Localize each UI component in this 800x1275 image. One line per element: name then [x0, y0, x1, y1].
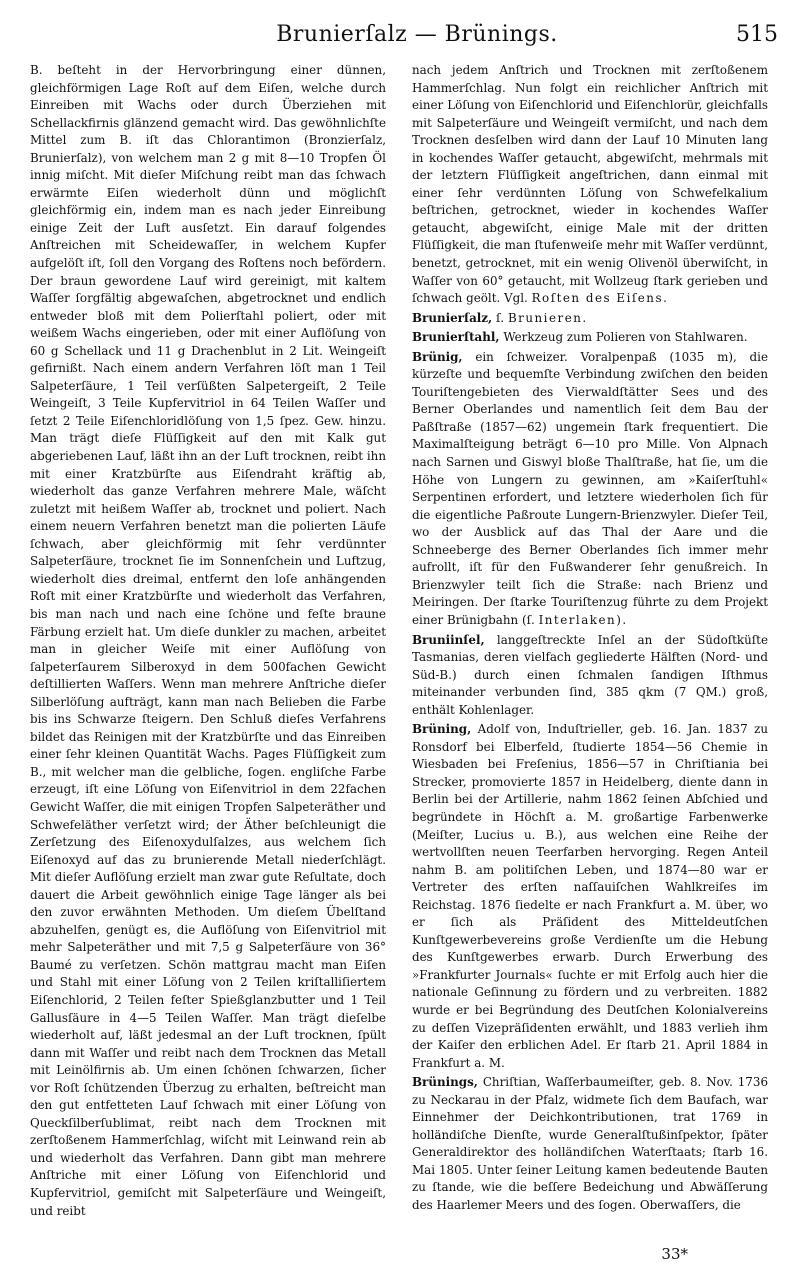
dictionary-entry: [412, 1074, 768, 1214]
entry-body: langgeſtreckte Inſel an der Südoſtküſte Tasmanias, deren vielfach gegliederte Hälften (Nord- und Süd-B.) durch einen ſchmalen ſandigen Iſthmus miteinander verbunden ſind, 385 qkm (7 QM.) groß, enthält Kohlenlager.: [412, 632, 768, 717]
page-header: [56, 22, 778, 52]
entry-headword: Brüning,: [412, 722, 472, 737]
continued-paragraph-text: nach jedem Anſtrich und Trocknen mit zerſtoßenem Hammerſchlag. Nun folgt ein reichlicher Anſtrich mit einer Löſung von Eiſenchlorid und Eiſenchlorür, gleichfalls mit Salpeterſäure und Weingeiſt vermiſcht, und nach dem Trocknen desſelben wird dann der Lauf 10 Minuten lang in kochendes Waſſer getaucht, abgewiſcht, mehrmals mit der letztern Flüſſigkeit angeſtrichen, dann einmal mit einer ſehr verdünnten Löſung von Schwefelkalium beſtrichen, getrocknet, wieder in kochendes Waſſer getaucht, abgewiſcht, einige Male mit der dritten Flüſſigkeit, die man ſtufenweiſe mehr mit Waſſer verdünnt, benetzt, getrocknet, mit ein wenig Olivenöl überwiſcht, in Waſſer von 60° getaucht, mit Wollzeug ſtark gerieben und ſchwach geölt. Vgl.: [412, 63, 768, 306]
dictionary-entry: [412, 310, 768, 328]
dictionary-entry: [412, 632, 768, 720]
cross-reference: Interlaken).: [538, 612, 628, 627]
cross-reference: Roſten des Eiſens.: [531, 291, 669, 306]
entry-headword: Brunierſtahl,: [412, 330, 500, 345]
dictionary-entry: [412, 329, 768, 347]
entry-body: Werkzeug zum Polieren von Stahlwaren.: [503, 330, 748, 345]
cross-reference: Brunieren.: [507, 310, 588, 325]
dictionary-entry: [412, 721, 768, 1072]
entry-body: Chriſtian, Waſſerbaumeiſter, geb. 8. Nov. 1736 zu Neckarau in der Pfalz, widmete ſich dem Baufach, war Einnehmer der Deichkontributionen, trat 1769 in holländiſche Dienſte, wurde Generalſtußinſpektor, ſpäter Generaldirektor des holländiſchen Waterſtaats; ſtarb 16. Mai 1805. Unter ſeiner Leitung kamen bedeutende Bauten zu ſtande, wie die beſſere Bedeichung und Abwäſſerung des Haarlemer Meers und des ſogen. Oberwaſſers, die: [412, 1075, 769, 1212]
dictionary-entry: [412, 349, 768, 630]
continued-paragraph: B. beſteht in der Hervorbringung einer dünnen, gleichförmigen Lage Roſt auf dem Eiſen, welche durch Einreiben mit Wachs oder durch Überziehen mit Schellackfirnis glänzend gemacht wird. Das gewöhnlichſte Mittel zum B. iſt das Chlorantimon (Bronzierſalz, Brunierſalz), von welchem man 2 g mit 8—10 Tropfen Öl innig miſcht. Mit dieſer Miſchung reibt man das ſchwach erwärmte Eiſen wiederholt dünn und möglichſt gleichförmig ein, indem man es nach jeder Einreibung einige Zeit der Luft ausſetzt. Ein darauf folgendes Anſtreichen mit Scheidewaſſer, in welchem Kupfer aufgelöſt iſt, ſoll den Vorgang des Roſtens noch befördern. Der braun gewordene Lauf wird gereinigt, mit kaltem Waſſer ſorgfältig abgewaſchen, abgetrocknet und endlich entweder bloß mit dem Polierſtahl poliert, oder mit weißem Wachs eingerieben, oder mit einer Auflöſung von 60 g Schellack und 11 g Drachenblut in 2 Lit. Weingeiſt gefirnißt. Nach einem andern Verfahren löſt man 1 Teil Salpeterſäure, 1 Teil verſüßten Salpetergeiſt, 2 Teile Weingeiſt, 3 Teile Kupfervitriol in 64 Teilen Waſſer und ſetzt 2 Teile Eiſenchloridlöſung von 1,5 ſpez. Gew. hinzu. Man trägt dieſe Flüſſigkeit auf den mit Kalk gut abgeriebenen Lauf, läßt ihn an der Luft trocknen, reibt ihn mit einer Kratzbürſte aus Eiſendraht kräftig ab, wiederholt das ganze Verfahren mehrere Male, wäſcht zuletzt mit heißem Waſſer ab, trocknet und poliert. Nach einem neuern Verfahren benetzt man die polierten Läufe ſchwach, aber gleichförmig mit ſehr verdünnter Salpeterſäure, trocknet ſie im Sonnenſchein und Luftzug, wiederholt dies dreimal, entfernt den loſe anhängenden Roſt mit einer Kratzbürſte und wiederholt das Verfahren, bis man nach und nach eine ſchöne und feſte braune Färbung erzielt hat. Um dieſe dunkler zu machen, arbeitet man in gleicher Weiſe mit einer Auflöſung von ſalpeterſaurem Silberoxyd in dem 500fachen Gewicht deſtillierten Waſſers. Wenn man mehrere Anſtriche dieſer Silberlöſung aufträgt, kann man nach Belieben die Farbe bis ins Schwarze ſteigern. Den Schluß dieſes Verfahrens bildet das Reinigen mit der Kratzbürſte und das Einreiben einer ſehr kleinen Quantität Wachs. Pages Flüſſigkeit zum B., mit welcher man die gelbliche, ſogen. engliſche Farbe erzeugt, iſt eine Löſung von Eiſenvitriol in dem 22fachen Gewicht Waſſer, die mit einigen Tropfen Salpeteräther und Schwefeläther verſetzt wird; der Äther beſchleunigt die Zerſetzung des Eiſenoxydulſalzes, aus welchem ſich Eiſenoxyd auf das zu brunierende Metall niederſchlägt. Mit dieſer Auflöſung erzielt man zwar gute Reſultate, doch dauert die Arbeit gewöhnlich einige Tage länger als bei den zuvor erwähnten Methoden. Um dieſem Übelſtand abzuhelfen, genügt es, die Auflöſung von Eiſenvitriol mit mehr Salpeteräther und mit 7,5 g Salpeterſäure von 36° Baumé zu verſetzen. Schön mattgrau macht man Eiſen und Stahl mit einer Löſung von 2 Teilen kriſtalliſiertem Eiſenchlorid, 2 Teilen feſter Spießglanzbutter und 1 Teil Gallusſäure in 4—5 Teilen Waſſer. Man trägt dieſelbe wiederholt auf, läßt jedesmal an der Luft trocknen, ſpült dann mit Waſſer und reibt nach dem Trocknen das Metall mit Leinölfirnis ab. Um einen ſchönen ſchwarzen, ſicher vor Roſt ſchützenden Überzug zu erhalten, beſtreicht man den gut entfetteten Lauf ſchwach mit einer Löſung von Queckſilberſublimat, reibt nach dem Trocknen mit zerſtoßenem Hammerſchlag, wiſcht mit Leinwand rein ab und wiederholt das Verfahren. Dann gibt man mehrere Anſtriche mit einer Löſung von Eiſenchlorid und Kupfervitriol, gemiſcht mit Salpeterſäure und Weingeiſt, und reibt: [30, 63, 386, 1218]
left-column: [30, 62, 386, 1220]
page-number: 515: [736, 22, 778, 47]
signature-mark: 33*: [661, 1245, 688, 1263]
right-column: [412, 62, 768, 1215]
continued-paragraph-end: [412, 62, 768, 308]
entry-headword: Bruniinſel,: [412, 632, 485, 647]
entry-headword: Brünings,: [412, 1075, 478, 1090]
entry-body: Adolf von, Induſtrieller, geb. 16. Jan. 1837 zu Ronsdorf bei Elberfeld, ſtudierte 1854—56 Chemie in Wiesbaden bei Freſenius, 1856—57 in Chriſtiania bei Strecker, promovierte 1857 in Heidelberg, diente dann in Berlin bei der Artillerie, nahm 1862 ſeinen Abſchied und begründete in Höchſt a. M. großartige Farbenwerke (Meiſter, Lucius u. B.), aus welchen eine Reihe der wertvollſten neuen Teerfarben hervorging. Regen Anteil nahm B. am politiſchen Leben, und 1874—80 war er Vertreter des erſten naſſauiſchen Wahlkreiſes im Reichstag. 1876 ſiedelte er nach Frankfurt a. M. über, wo er ſich als Präſident des Mitteldeutſchen Kunſtgewerbevereins große Verdienſte um die Hebung des Kunſtgewerbes erwarb. Durch Erwerbung des »Frankfurter Journals« ſuchte er mit Erfolg auch hier die nationale Geſinnung zu fördern und zu verbreiten. 1882 wurde er bei Begründung des Deutſchen Kolonialvereins zu deſſen Vizepräſidenten erwählt, und 1883 verlieh ihm der Kaiſer den erblichen Adel. Er ſtarb 21. April 1884 in Frankfurt a. M.: [412, 722, 769, 1070]
running-title: Brunierſalz — Brünings.: [276, 22, 558, 47]
entry-body: ein ſchweizer. Voralpenpaß (1035 m), die kürzeſte und bequemſte Verbindung zwiſchen den beiden Touriſtengebieten des Vierwaldſtätter Sees und des Berner Oberlandes und namentlich ſeit dem Bau der Paßſtraße (1857—62) ungemein ſtark frequentiert. Die Maximalſteigung beträgt 6—10 pro Mille. Von Alpnach nach Sarnen und Giswyl bloße Thalſtraße, hat ſie, um die Höhe von Lungern zu gewinnen, am »Kaiſerſtuhl« Serpentinen erfordert, und letztere wiederholen ſich für die eigentliche Paßroute Lungern-Brienzwyler. Dieſer Teil, wo der Ausblick auf das Thal der Aare und die Schneeberge des Berner Oberlandes ſich immer mehr aufrollt, iſt für den Fußwanderer ſehr genußreich. In Brienzwyler teilt ſich die Straße: nach Brienz und Meiringen. Der ſtarke Touriſtenzug führte zu dem Projekt einer Brünigbahn (ſ.: [412, 349, 768, 627]
entry-headword: Brünig,: [412, 349, 463, 364]
entry-headword: Brunierſalz,: [412, 310, 493, 325]
entry-body: ſ.: [495, 310, 505, 325]
